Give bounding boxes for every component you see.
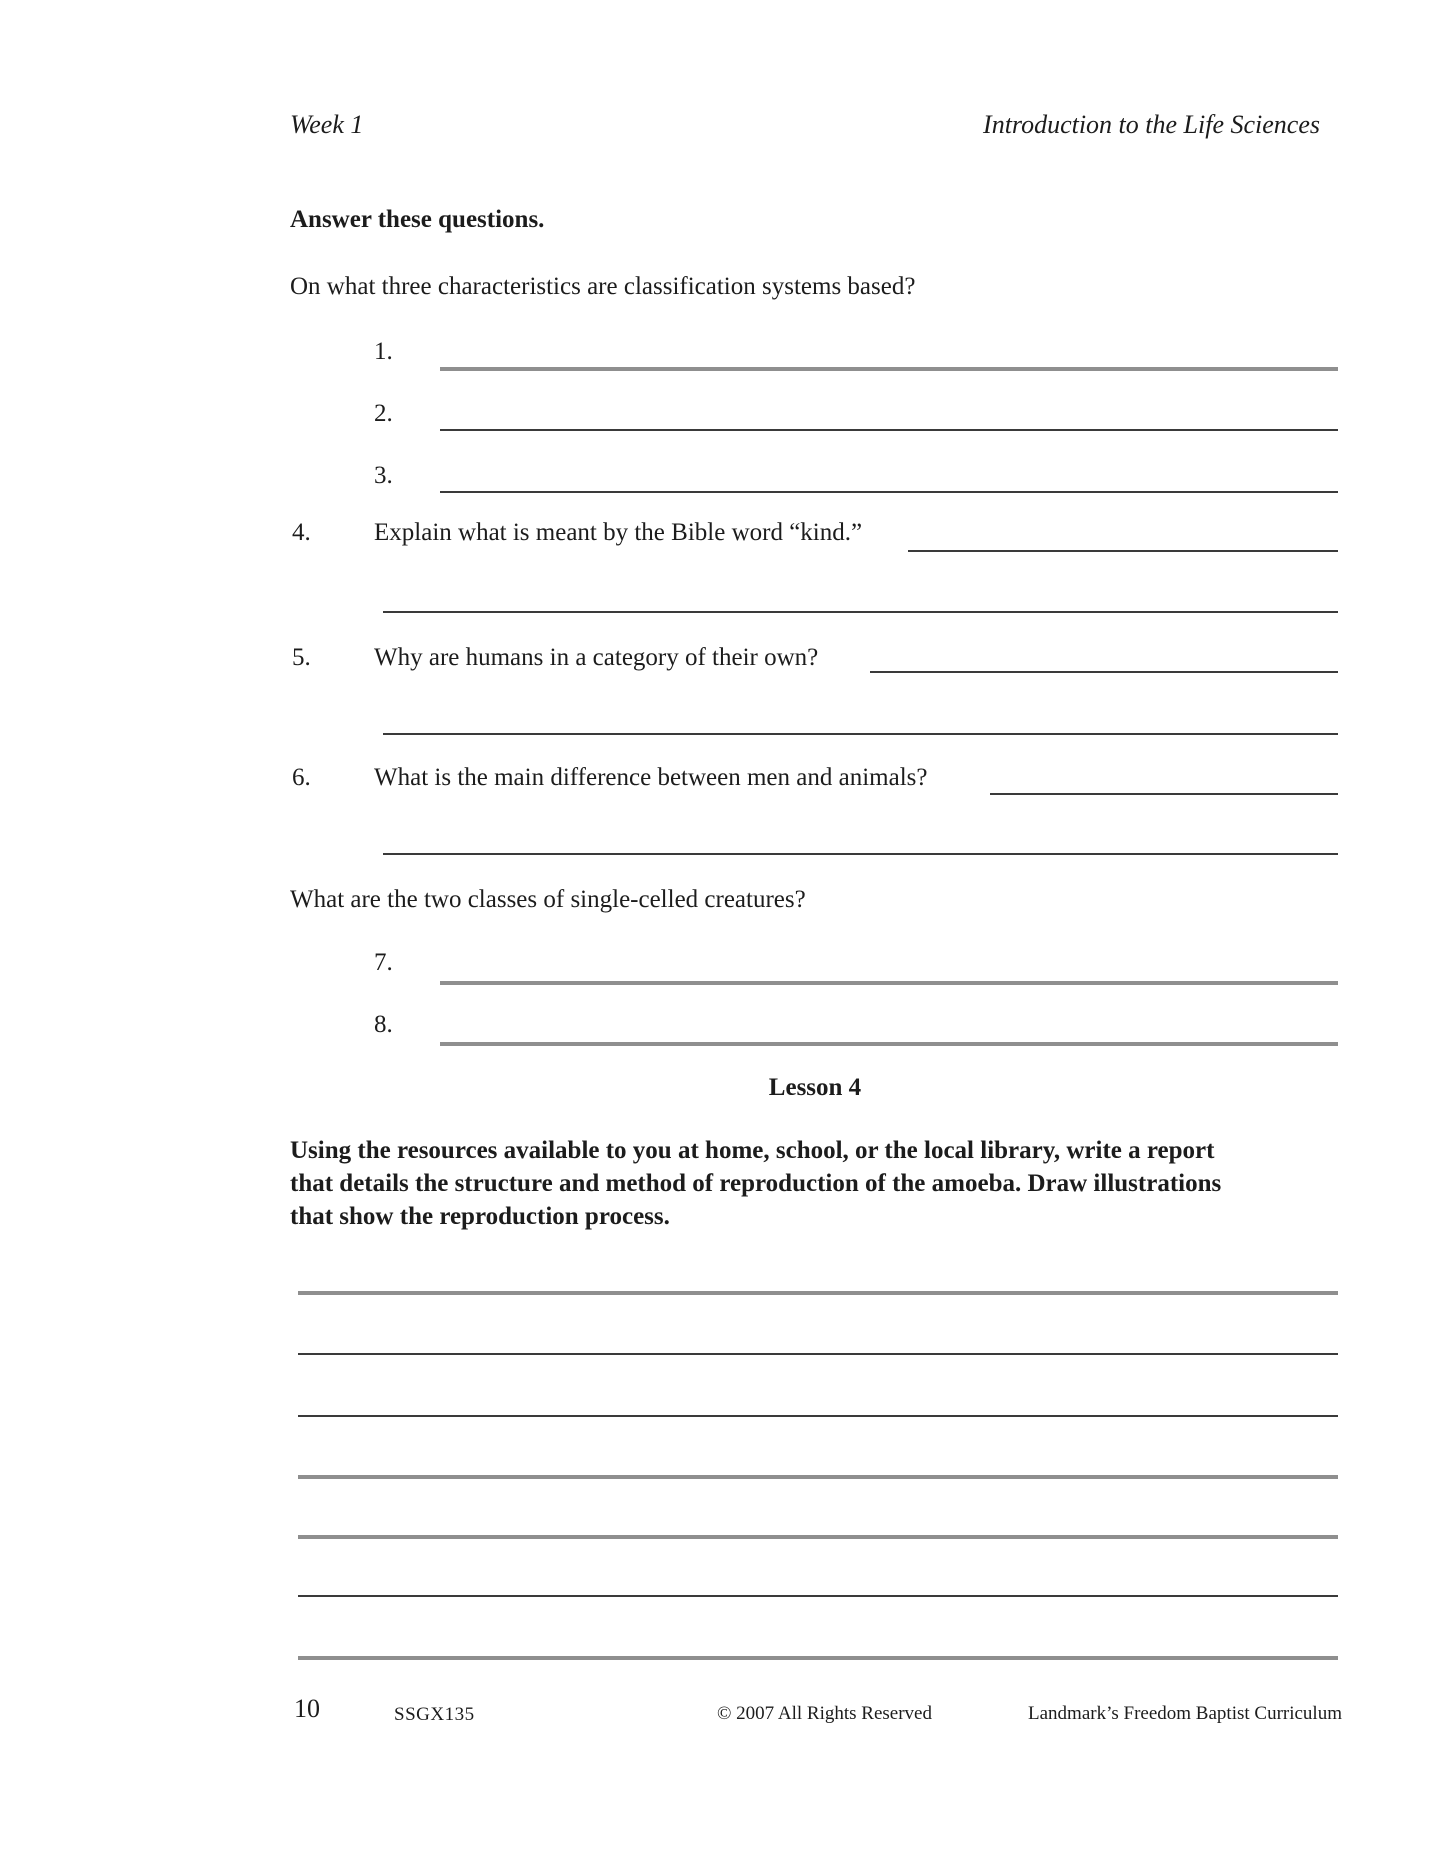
lesson-4-title: Lesson 4 bbox=[768, 1074, 862, 1101]
curriculum-code: SSGX135 bbox=[394, 1704, 475, 1725]
answer-line-2 bbox=[440, 429, 1338, 431]
answer-line-6-inline bbox=[990, 793, 1338, 795]
writing-line-7 bbox=[298, 1656, 1338, 1660]
question-5-text: Why are humans in a category of their own? bbox=[374, 644, 819, 671]
week-label: Week 1 bbox=[290, 110, 364, 139]
answer-line-4-inline bbox=[908, 550, 1338, 552]
question-6-text: What is the main difference between men and animals? bbox=[374, 764, 928, 791]
copyright-notice: © 2007 All Rights Reserved bbox=[717, 1703, 932, 1724]
answer-line-8 bbox=[440, 1042, 1338, 1046]
question-5-number: 5. bbox=[292, 644, 311, 671]
answer-line-1 bbox=[440, 367, 1338, 371]
answer-line-3 bbox=[440, 491, 1338, 493]
question-6 bbox=[292, 763, 1338, 793]
question-single-celled: What are the two classes of single-celled creatures? bbox=[290, 886, 806, 913]
question-4-text: Explain what is meant by the Bible word “kind.” bbox=[374, 519, 863, 546]
answer-line-6-continuation bbox=[383, 853, 1338, 855]
writing-line-6 bbox=[298, 1595, 1338, 1597]
publisher-name: Landmark’s Freedom Baptist Curriculum bbox=[1028, 1703, 1342, 1724]
question-6-number: 6. bbox=[292, 764, 311, 791]
page-header bbox=[290, 110, 1320, 140]
blank-number-7: 7. bbox=[374, 949, 393, 976]
lesson-4-instructions bbox=[290, 1134, 1390, 1233]
question-4 bbox=[292, 518, 1338, 548]
lesson-4-instructions-line-2: that details the structure and method of reproduction of the amoeba. Draw illustrations bbox=[290, 1170, 1222, 1197]
answer-line-5-continuation bbox=[383, 733, 1338, 735]
course-title: Introduction to the Life Sciences bbox=[983, 110, 1320, 139]
answer-line-7 bbox=[440, 981, 1338, 985]
lesson-4-instructions-line-3: that show the reproduction process. bbox=[290, 1203, 670, 1230]
writing-line-2 bbox=[298, 1353, 1338, 1355]
question-5 bbox=[292, 643, 1338, 673]
question-classification-systems: On what three characteristics are classification systems based? bbox=[290, 273, 916, 300]
answer-line-4-continuation bbox=[383, 611, 1338, 613]
section-heading: Answer these questions. bbox=[290, 206, 545, 233]
question-4-number: 4. bbox=[292, 519, 311, 546]
writing-line-5 bbox=[298, 1535, 1338, 1539]
writing-line-4 bbox=[298, 1475, 1338, 1479]
answer-line-5-inline bbox=[870, 671, 1338, 673]
writing-line-3 bbox=[298, 1415, 1338, 1417]
page-number: 10 bbox=[294, 1694, 320, 1723]
blank-number-3: 3. bbox=[374, 462, 393, 489]
lesson-4-instructions-line-1: Using the resources available to you at home, school, or the local library, write a report bbox=[290, 1137, 1215, 1164]
writing-line-1 bbox=[298, 1291, 1338, 1295]
blank-number-2: 2. bbox=[374, 400, 393, 427]
blank-number-1: 1. bbox=[374, 338, 393, 365]
blank-number-8: 8. bbox=[374, 1011, 393, 1038]
